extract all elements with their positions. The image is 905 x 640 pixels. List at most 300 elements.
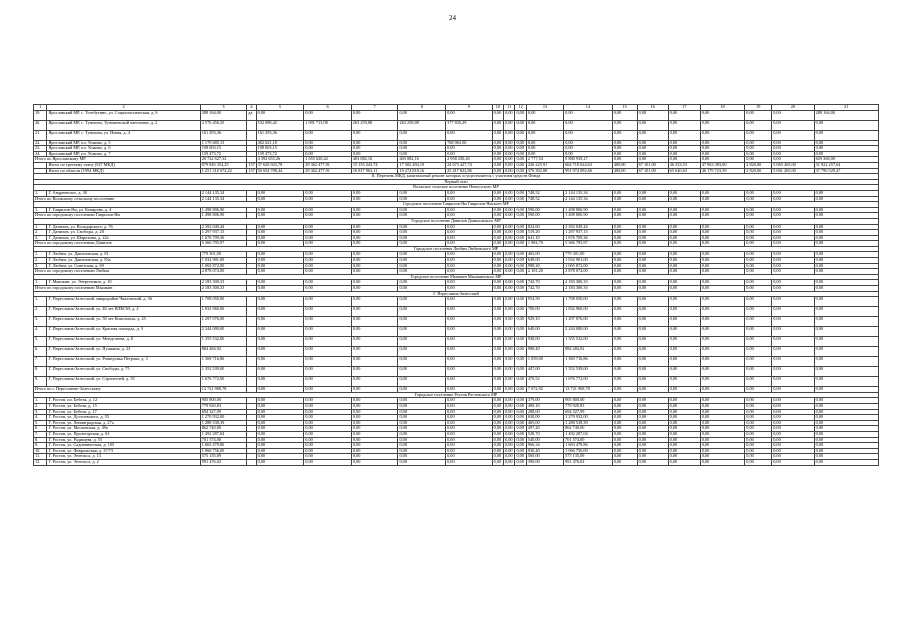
value-cell: 0,00 [398,213,446,219]
value-cell: 0,00 [515,146,526,152]
value-cell: 0,00 [504,162,515,168]
value-cell: 0,00 [814,443,878,449]
value-cell: 0,00 [504,367,515,377]
value-cell: 0,00 [668,263,700,269]
value-cell: 0,00 [700,157,745,163]
value-cell: 0,00 [304,196,352,202]
value-cell: 575 135,09 [200,454,247,460]
value-cell: 0,00 [515,443,526,449]
value-cell: 0,00 [304,307,352,317]
value-cell: 0,00 [637,151,668,157]
address-cell: Г. Ростов, ул. Пролетарская, д. 63 [47,431,200,437]
value-cell: 0,00 [612,317,637,327]
value-cell: 0,00 [256,454,304,460]
value-cell: 0,00 [814,230,878,236]
value-cell: 701 574,00 [200,437,247,443]
value-cell: 0,00 [612,307,637,317]
value-cell: 0,00 [256,297,304,307]
value-cell: 0,00 [398,297,446,307]
value-cell: 0,00 [351,151,398,157]
value-cell: 0,00 [398,443,446,449]
value-cell: 0,00 [446,286,493,292]
value-cell: 0,00 [612,258,637,264]
value-cell: 0,00 [504,357,515,367]
value-cell: 630,00 [526,415,563,421]
value-cell: 0,00 [492,347,503,357]
value-cell: 0,00 [637,426,668,432]
value-cell: 0,00 [256,110,304,120]
value-cell: 1 655 620,42 [304,157,352,163]
table-row [34,367,879,377]
value-cell: 2 144 135,34 [564,196,613,202]
value-cell: 0,00 [772,207,814,213]
value-cell: 0,00 [700,420,745,426]
value-cell: 0,00 [700,409,745,415]
value-cell: 0,00 [668,347,700,357]
value-cell: 0,00 [745,151,772,157]
value-cell: 0,00 [446,151,493,157]
value-cell: 0,00 [492,459,503,465]
value-cell: 0,00 [492,269,503,275]
value-cell: 0,00 [446,110,493,120]
value-cell: 0,00 [668,448,700,454]
value-cell: 0,00 [351,258,398,264]
value-cell: 402 621,18 [256,140,304,146]
value-cell: 1 251 310 672,22 [200,168,247,174]
value-cell: 377 835,29 [446,120,493,130]
value-cell: 0,00 [515,437,526,443]
value-cell: 0,00 [446,431,493,437]
value-cell: 0,00 [398,241,446,247]
value-cell: 0,00 [515,151,526,157]
value-cell: 65 640,63 [668,168,700,174]
value-cell: 0,00 [515,120,526,130]
section-heading: Первый этап [34,179,879,185]
value-cell: 1 492 287,04 [564,431,613,437]
value-cell: 0,00 [526,120,563,130]
value-cell: 15 153 243,74 [351,162,398,168]
value-cell: 0,00 [398,269,446,275]
value-cell: 0,00 [256,213,304,219]
value-cell: 0,00 [398,357,446,367]
row-number-cell: 3. [34,263,47,269]
value-cell: 0,00 [504,398,515,404]
value-cell: 5 366 795,97 [200,241,247,247]
value-cell: 0,00 [256,337,304,347]
value-cell: 0,00 [504,213,515,219]
value-cell: 0,00 [612,286,637,292]
value-cell: 0,00 [772,307,814,317]
value-cell: 0,00 [700,286,745,292]
value-cell: 263 259,88 [398,120,446,130]
value-cell: 0,00 [504,130,515,140]
value-cell: 0,00 [612,263,637,269]
value-cell: 0,00 [515,317,526,327]
value-cell: 0,00 [515,297,526,307]
value-cell: 879 845 354,25 [200,162,247,168]
value-cell: 400,00 [612,168,637,174]
column-number-cell: 5 [256,105,304,111]
value-cell: 0,00 [351,409,398,415]
value-cell: 0,00 [256,286,304,292]
value-cell: 0,00 [668,409,700,415]
value-cell: 0,00 [637,207,668,213]
value-cell: да [247,110,256,120]
table-row [34,317,879,327]
value-cell: 0,00 [700,357,745,367]
address-cell: Ярославский МР, с. Туношна, Туношенский пансионат, д. 2 [47,120,200,130]
value-cell: 0,00 [351,196,398,202]
value-cell: 0,00 [492,146,503,152]
value-cell: 829 368,00 [814,157,878,163]
value-cell: 0,00 [504,431,515,437]
value-cell: 0,00 [446,367,493,377]
value-cell: 0,00 [492,196,503,202]
value-cell: 0,00 [637,377,668,387]
value-cell: 0,00 [564,120,613,130]
value-cell: 0,00 [745,420,772,426]
table-row [34,307,879,317]
row-number-cell: 2. [34,230,47,236]
column-number-cell: 17 [668,105,700,111]
value-cell: 0,00 [515,269,526,275]
value-cell: 0,00 [446,252,493,258]
value-cell: 0,00 [814,437,878,443]
value-cell: 0,00 [446,347,493,357]
value-cell: 0,00 [668,224,700,230]
value-cell: 0,00 [446,269,493,275]
value-cell: 0,00 [814,459,878,465]
value-cell: 0,00 [668,190,700,196]
value-cell: 0,00 [612,230,637,236]
value-cell: 0,00 [772,387,814,393]
value-cell: 0,00 [814,207,878,213]
value-cell: 0,00 [504,387,515,393]
value-cell: 824,60 [526,224,563,230]
value-cell: 0,00 [745,459,772,465]
address-cell: Ярославский МР, с. Тоотбутино, ул. Социалистическая, д. 6 [47,110,200,120]
value-cell: 37 790 529,47 [814,168,878,174]
address-cell: Итого по третьему этапу (547 МКД) [47,162,200,168]
value-cell: 1 352 539,00 [564,367,613,377]
value-cell: 0,00 [398,448,446,454]
value-cell: 0,00 [504,307,515,317]
value-cell: 0,00 [504,110,515,120]
value-cell: 1 498 806,90 [564,207,613,213]
value-cell: 0,00 [515,130,526,140]
value-cell: 0,00 [515,387,526,393]
value-cell: 0,00 [492,437,503,443]
address-cell: Итого по области (1994 МКД) [47,168,200,174]
value-cell: 0,00 [745,207,772,213]
value-cell: 0,00 [526,110,563,120]
value-cell: 0,00 [504,224,515,230]
value-cell: 0,00 [668,146,700,152]
value-cell: 2 878 074,00 [200,269,247,275]
value-cell: 0,00 [637,241,668,247]
value-cell: 540,00 [526,437,563,443]
value-cell: 0,00 [492,157,503,163]
value-cell: 0,00 [564,146,613,152]
value-cell: 0,00 [637,230,668,236]
value-cell: 0,00 [351,404,398,410]
value-cell: 0,00 [304,235,352,241]
value-cell: 0,00 [304,409,352,415]
value-cell [247,347,256,357]
value-cell: 0,00 [446,190,493,196]
value-cell: 0,00 [700,252,745,258]
value-cell: 0,00 [304,347,352,357]
value-cell: 991 476,02 [564,459,613,465]
value-cell: 0,00 [515,327,526,337]
value-cell: 0,00 [351,437,398,443]
value-cell: 0,00 [814,347,878,357]
value-cell: 0,00 [612,280,637,286]
value-cell: 0,00 [700,130,745,140]
value-cell: 0,00 [612,448,637,454]
value-cell: 641,10 [526,235,563,241]
value-cell: 0,00 [814,280,878,286]
value-cell: 0,00 [256,269,304,275]
value-cell: 0,00 [351,357,398,367]
value-cell: 0,00 [700,269,745,275]
value-cell: 0,00 [564,110,613,120]
value-cell: 447,00 [526,367,563,377]
value-cell: 0,00 [612,235,637,241]
value-cell: 0,00 [668,398,700,404]
value-cell: 1 270 932,00 [200,415,247,421]
value-cell: 2 144 135,34 [564,190,613,196]
value-cell: 0,00 [504,420,515,426]
value-cell: 0,00 [700,377,745,387]
address-cell: Ярославский МР, пл. Ушково, д. 7 [47,151,200,157]
value-cell: 1 355 532,00 [200,337,247,347]
value-cell: 5 366 795,97 [564,241,613,247]
value-cell: 1 369 716,86 [200,357,247,367]
row-number-cell: 9. [34,443,47,449]
value-cell: 0,00 [398,426,446,432]
value-cell: 0,00 [700,437,745,443]
value-cell: 0,00 [772,157,814,163]
value-cell: 0,00 [515,337,526,347]
value-cell: 288 164,00 [814,110,878,120]
row-number-cell: 1. [34,297,47,307]
value-cell: 0,00 [304,280,352,286]
value-cell: 0,00 [700,367,745,377]
value-cell: 0,00 [637,269,668,275]
value-cell: 0,00 [814,130,878,140]
value-cell: 0,00 [700,280,745,286]
value-cell: 0,00 [492,404,503,410]
value-cell: 0,00 [446,224,493,230]
value-cell: 0,00 [446,263,493,269]
table-body [34,105,879,466]
value-cell: 0,00 [304,431,352,437]
value-cell: 0,00 [492,190,503,196]
value-cell: 0,00 [814,196,878,202]
value-cell: 694 327,99 [564,409,613,415]
value-cell: 0,00 [504,426,515,432]
value-cell: 1 832 960,00 [200,307,247,317]
address-cell: Г. Ростов, ул. Московская, д. 49а [47,426,200,432]
value-cell: 1 288 538,39 [564,420,613,426]
value-cell: 0,00 [398,235,446,241]
row-number-cell: 1. [34,252,47,258]
value-cell: 0,00 [446,426,493,432]
value-cell: 0,00 [772,263,814,269]
value-cell: 0,00 [492,224,503,230]
value-cell: 0,00 [637,454,668,460]
value-cell: 0,00 [504,280,515,286]
value-cell: 0,00 [446,409,493,415]
value-cell: 0,00 [351,317,398,327]
value-cell: 0,00 [398,151,446,157]
value-cell: 0,00 [515,398,526,404]
value-cell: 0,00 [772,454,814,460]
value-cell: 0,00 [504,337,515,347]
value-cell: 0,00 [745,235,772,241]
value-cell: 954,50 [526,297,563,307]
value-cell: 0,00 [700,196,745,202]
value-cell: 0,00 [492,280,503,286]
value-cell: 0,00 [504,120,515,130]
value-cell: 0,00 [745,258,772,264]
address-cell: Г. Переславль-Залесский, ул. 40 лет ВЛКСМ, д. 2 [47,307,200,317]
column-number-cell: 19 [745,105,772,111]
value-cell: 0,00 [700,140,745,146]
value-cell: 0,00 [504,168,515,174]
value-cell: 0,00 [637,297,668,307]
value-cell: 0,00 [446,454,493,460]
value-cell: 0,00 [492,420,503,426]
value-cell: 465,00 [526,252,563,258]
value-cell: 0,00 [612,151,637,157]
address-cell: Г. Переславль-Залесский, ул. Разведчика Петрова, д. 3 [47,357,200,367]
value-cell: 0,00 [772,241,814,247]
value-cell: 0,00 [745,367,772,377]
value-cell: 0,00 [814,190,878,196]
value-cell: 0,00 [304,130,352,140]
value-cell: 0,00 [446,130,493,140]
value-cell: 2 392 049,44 [564,224,613,230]
value-cell: 0,00 [637,398,668,404]
value-cell: 0,00 [398,230,446,236]
value-cell: 0,00 [515,357,526,367]
value-cell: 0,00 [504,437,515,443]
value-cell: 0,00 [700,230,745,236]
column-number-cell: 11 [504,105,515,111]
value-cell: 0,00 [304,459,352,465]
value-cell: 0,00 [515,162,526,168]
value-cell: 0,00 [515,235,526,241]
value-cell: 0,00 [745,196,772,202]
value-cell: 0,00 [398,415,446,421]
value-cell: 0,00 [745,241,772,247]
value-cell: 0,00 [256,258,304,264]
value-cell: 694 327,99 [200,409,247,415]
column-number-cell: 10 [492,105,503,111]
value-cell: 0,00 [668,377,700,387]
value-cell: 0,00 [745,269,772,275]
value-cell: 0,00 [504,459,515,465]
column-number-cell: 3 [200,105,247,111]
value-cell: 0,00 [351,367,398,377]
value-cell: 0,00 [492,307,503,317]
value-cell: 0,00 [304,415,352,421]
value-cell: 0,00 [745,443,772,449]
value-cell: 0,00 [612,224,637,230]
value-cell: 0,00 [612,241,637,247]
value-cell: 1 297 937,15 [200,230,247,236]
row-number-cell: Итого по городскому поселению Гаврилов-Ям [34,213,201,219]
value-cell: 0,00 [256,347,304,357]
value-cell: 0,00 [772,110,814,120]
value-cell: 0,00 [772,415,814,421]
value-cell: 0,00 [446,337,493,347]
value-cell: 0,00 [814,398,878,404]
value-cell: 0,00 [504,146,515,152]
value-cell: 0,00 [668,420,700,426]
value-cell: 108 003,15 [200,146,247,152]
value-cell: 1 663 479,86 [200,443,247,449]
value-cell: 0,00 [772,459,814,465]
address-cell: Г. Любим, ул. Даниловская, д. 83а [47,258,200,264]
column-number-cell: 12 [515,105,526,111]
value-cell: 0,00 [637,110,668,120]
value-cell: 0,00 [772,258,814,264]
value-cell: 2 244 000,00 [564,327,613,337]
value-cell: 590,00 [526,207,563,213]
row-number-cell: 7. [34,357,47,367]
value-cell: 0,00 [700,415,745,421]
value-cell: 0,00 [637,317,668,327]
value-cell: 2 878 074,00 [564,269,613,275]
value-cell: 37 620 923,78 [256,162,304,168]
value-cell: 0,00 [772,448,814,454]
value-cell: 0,00 [304,420,352,426]
value-cell: 0,00 [504,443,515,449]
table-row [34,120,879,130]
value-cell: 0,00 [398,404,446,410]
value-cell: 0,00 [668,241,700,247]
value-cell: 0,00 [398,110,446,120]
value-cell: 0,00 [745,317,772,327]
value-cell: 0,00 [637,387,668,393]
value-cell: 0,00 [745,110,772,120]
value-cell: 0,00 [492,426,503,432]
value-cell: 1 066 756,00 [200,448,247,454]
value-cell: 376 302,88 [526,168,563,174]
value-cell: 0,00 [526,140,563,146]
value-cell: 0,00 [504,207,515,213]
value-cell: 0,00 [351,269,398,275]
value-cell: 0,00 [351,415,398,421]
value-cell: 403 082,16 [398,157,446,163]
value-cell: 0,00 [612,357,637,367]
value-cell: 0,00 [612,157,637,163]
value-cell: 0,00 [668,307,700,317]
value-cell: 0,00 [515,280,526,286]
address-cell: Г. Ростов, ул. Ленинградская, д. 27а [47,420,200,426]
value-cell: 0,00 [398,258,446,264]
value-cell: 0,00 [700,190,745,196]
value-cell: 0,00 [668,459,700,465]
value-cell: 0,00 [515,241,526,247]
value-cell: 0,00 [814,140,878,146]
value-cell: 0,00 [612,367,637,377]
value-cell: 0,00 [446,415,493,421]
value-cell: 0,00 [492,263,503,269]
